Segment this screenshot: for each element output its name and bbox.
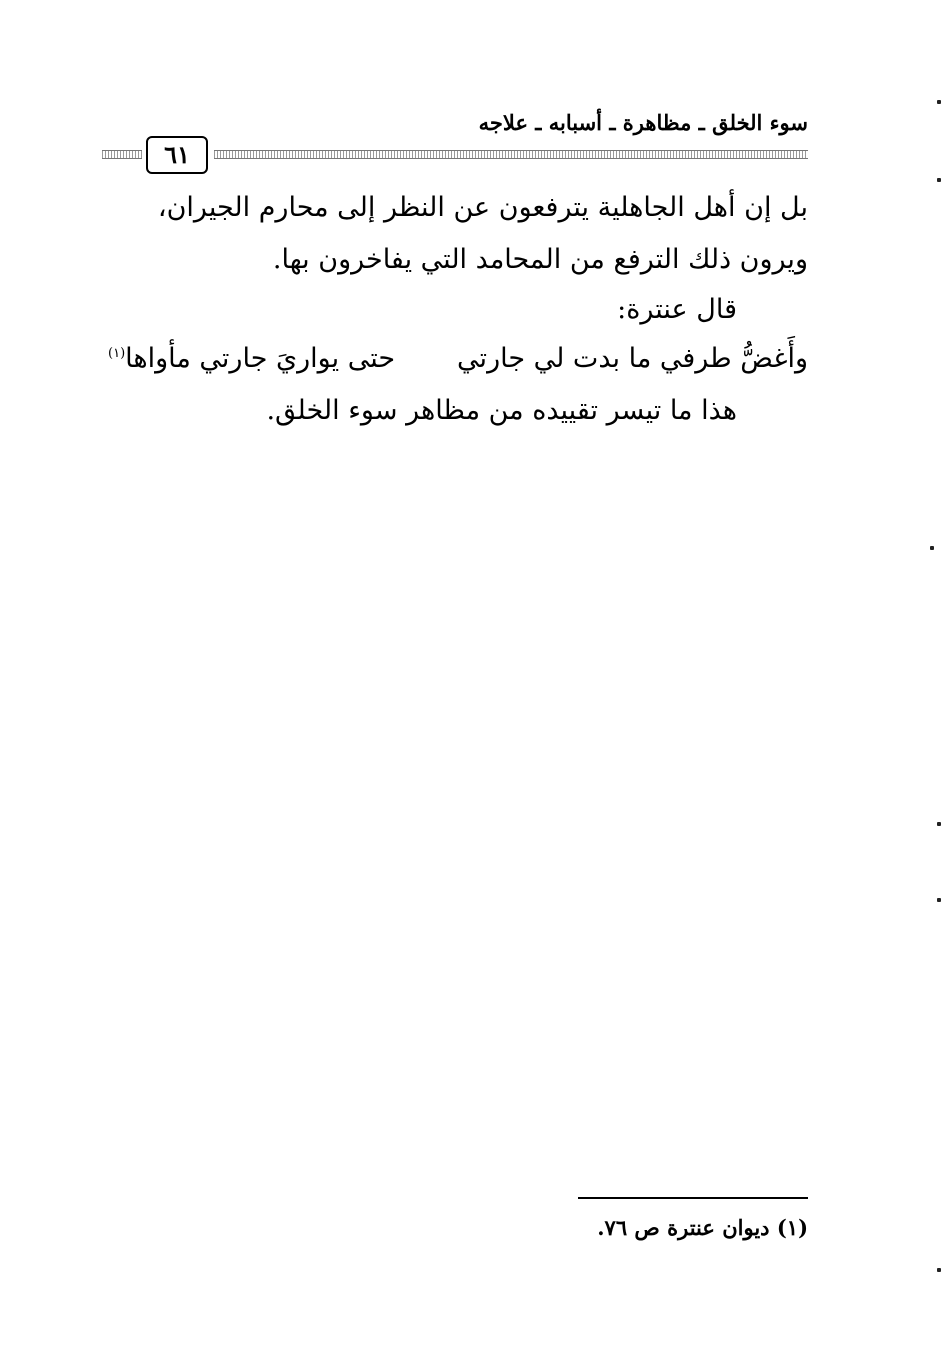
scan-speck [937, 898, 941, 902]
scan-speck [930, 546, 934, 550]
footnote-1-text: ديوان عنترة ص ٧٦. [597, 1215, 770, 1240]
body-line-3: قال عنترة: [617, 294, 737, 325]
page-number: ٦١ [164, 140, 190, 169]
poetry-verse [108, 343, 808, 387]
footnote-separator [578, 1197, 808, 1199]
header-rule-right [214, 150, 808, 159]
verse-first-hemistich: وأَغضُّ طرفي ما بدت لي جارتي [457, 343, 808, 374]
body-line-2: ويرون ذلك الترفع من المحامد التي يفاخرون بها. [272, 244, 808, 275]
scan-speck [937, 100, 941, 104]
verse-second-hemistich [108, 343, 395, 374]
page-number-box [146, 136, 208, 174]
verse-second-hemistich-text: حتى يواريَ جارتي مأواها [125, 343, 396, 374]
running-header-title: سوء الخلق ـ مظاهرة ـ أسبابه ـ علاجه [478, 110, 808, 135]
scan-speck [937, 1268, 941, 1272]
header-rule-left [102, 150, 142, 159]
scan-speck [937, 178, 941, 182]
footnote-marker: (١) [108, 346, 126, 361]
body-line-5: هذا ما تيسر تقييده من مظاهر سوء الخلق. [266, 395, 737, 426]
scan-speck [937, 822, 941, 826]
footnote-1-marker: (١) [776, 1215, 808, 1240]
body-line-1: بل إن أهل الجاهلية يترفعون عن النظر إلى محارم الجيران، [157, 192, 808, 223]
footnote-1 [597, 1215, 808, 1240]
